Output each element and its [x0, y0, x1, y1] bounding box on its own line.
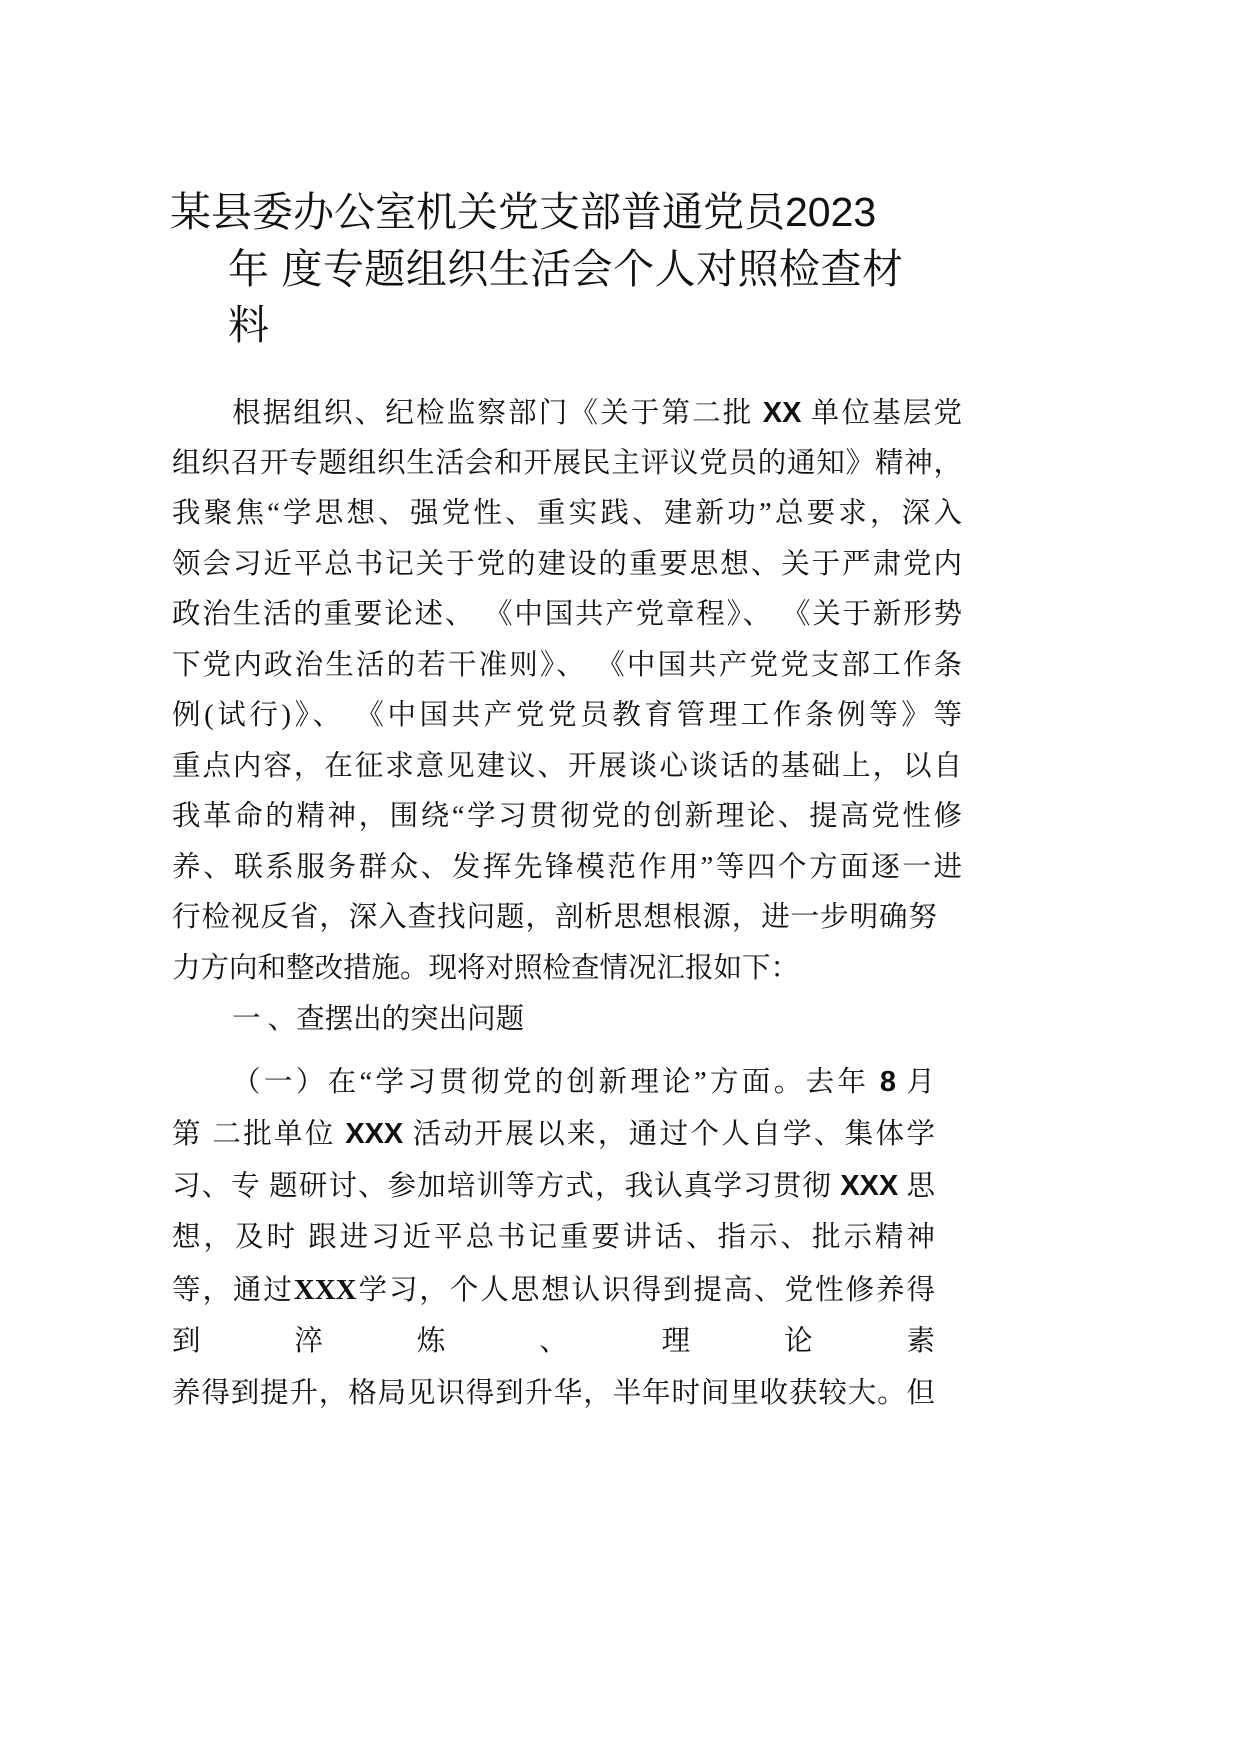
paragraph-line — [172, 1160, 935, 1212]
text-segment: 单位基层党 — [801, 398, 962, 429]
text-segment: 习、专 题研讨、参加培训等方式，我认真学习贯彻 — [172, 1171, 841, 1202]
section1-paragraph — [172, 1056, 935, 1420]
text-segment: 思 — [898, 1171, 935, 1202]
paragraph-line: 养、联系服务群众、发挥先锋模范作用”等四个方面逐一进 — [172, 851, 962, 883]
paragraph-line: 组织召开专题组织生活会和开展民主评议党员的通知》精神， — [172, 447, 962, 479]
paragraph-line: 重点内容，在征求意见建议、开展谈心谈话的基础上，以自 — [172, 750, 962, 782]
text-segment: 学习，个人思想认识得到提高、党性修养得 — [356, 1275, 935, 1306]
document-title — [0, 184, 1240, 354]
bold-placeholder-text: XXX — [293, 1274, 357, 1306]
bold-placeholder-text: XX — [762, 397, 802, 429]
title-line: 年 度专题组织生活会个人对照检查材 — [228, 245, 903, 292]
title-line: 某县委办公室机关党支部普通党员2023 — [170, 189, 877, 235]
paragraph-line — [172, 388, 962, 439]
text-segment: 第 二批单位 — [172, 1119, 346, 1150]
text-segment: 活动开展以来，通过个人自学、集体学 — [403, 1119, 935, 1150]
paragraph-line: 我革命的精神，围绕“学习贯彻党的创新理论、提高党性修 — [172, 801, 962, 832]
paragraph-line: 到淬炼、理论素 — [172, 1326, 935, 1357]
paragraph-line: 想，及时 跟进习近平总书记重要讲话、指示、批示精神 — [172, 1222, 935, 1253]
paragraph-line: 行检视反省，深入查找问题，剖析思想根源，进一步明确努 — [172, 902, 937, 933]
paragraph-line: 领会习近平总书记关于党的建设的重要思想、关于严肃党内 — [172, 548, 962, 580]
title-line: 料 — [228, 302, 269, 348]
paragraph-line: 政治生活的重要论述、 《中国共产党章程》、 《关于新形势 — [172, 599, 962, 630]
paragraph-line: 力方向和整改措施。现将对照检查情况汇报如下： — [172, 952, 800, 984]
bold-number-text: 8 — [879, 1066, 896, 1098]
paragraph-line: 我聚焦“学思想、强党性、重实践、建新功”总要求，深入 — [172, 498, 962, 529]
text-segment: 根据组织、纪检监察部门《关于第二批 — [232, 398, 763, 429]
paragraph-line: 下党内政治生活的若干准则》、 《中国共产党党支部工作条 — [172, 649, 962, 681]
document-body — [172, 388, 962, 1420]
bold-placeholder-text: XXX — [345, 1118, 404, 1150]
intro-paragraph — [172, 388, 962, 994]
paragraph-line: 养得到提升，格局见识得到升华，半年时间里收获较大。但 — [172, 1378, 935, 1409]
paragraph-line — [172, 1108, 935, 1160]
bold-placeholder-text: XXX — [840, 1170, 899, 1202]
text-segment: （一）在“学习贯彻党的创新理论”方面。去年 — [232, 1067, 880, 1098]
paragraph-line — [172, 1056, 935, 1108]
section-heading: 一 、查摆出的突出问题 — [232, 1004, 525, 1035]
paragraph-line: 例(试行)》、 《中国共产党党员教育管理工作条例等》等 — [172, 700, 962, 731]
text-segment: 等，通过 — [172, 1275, 294, 1306]
text-segment: 月 — [896, 1067, 935, 1098]
paragraph-line — [172, 1264, 935, 1316]
